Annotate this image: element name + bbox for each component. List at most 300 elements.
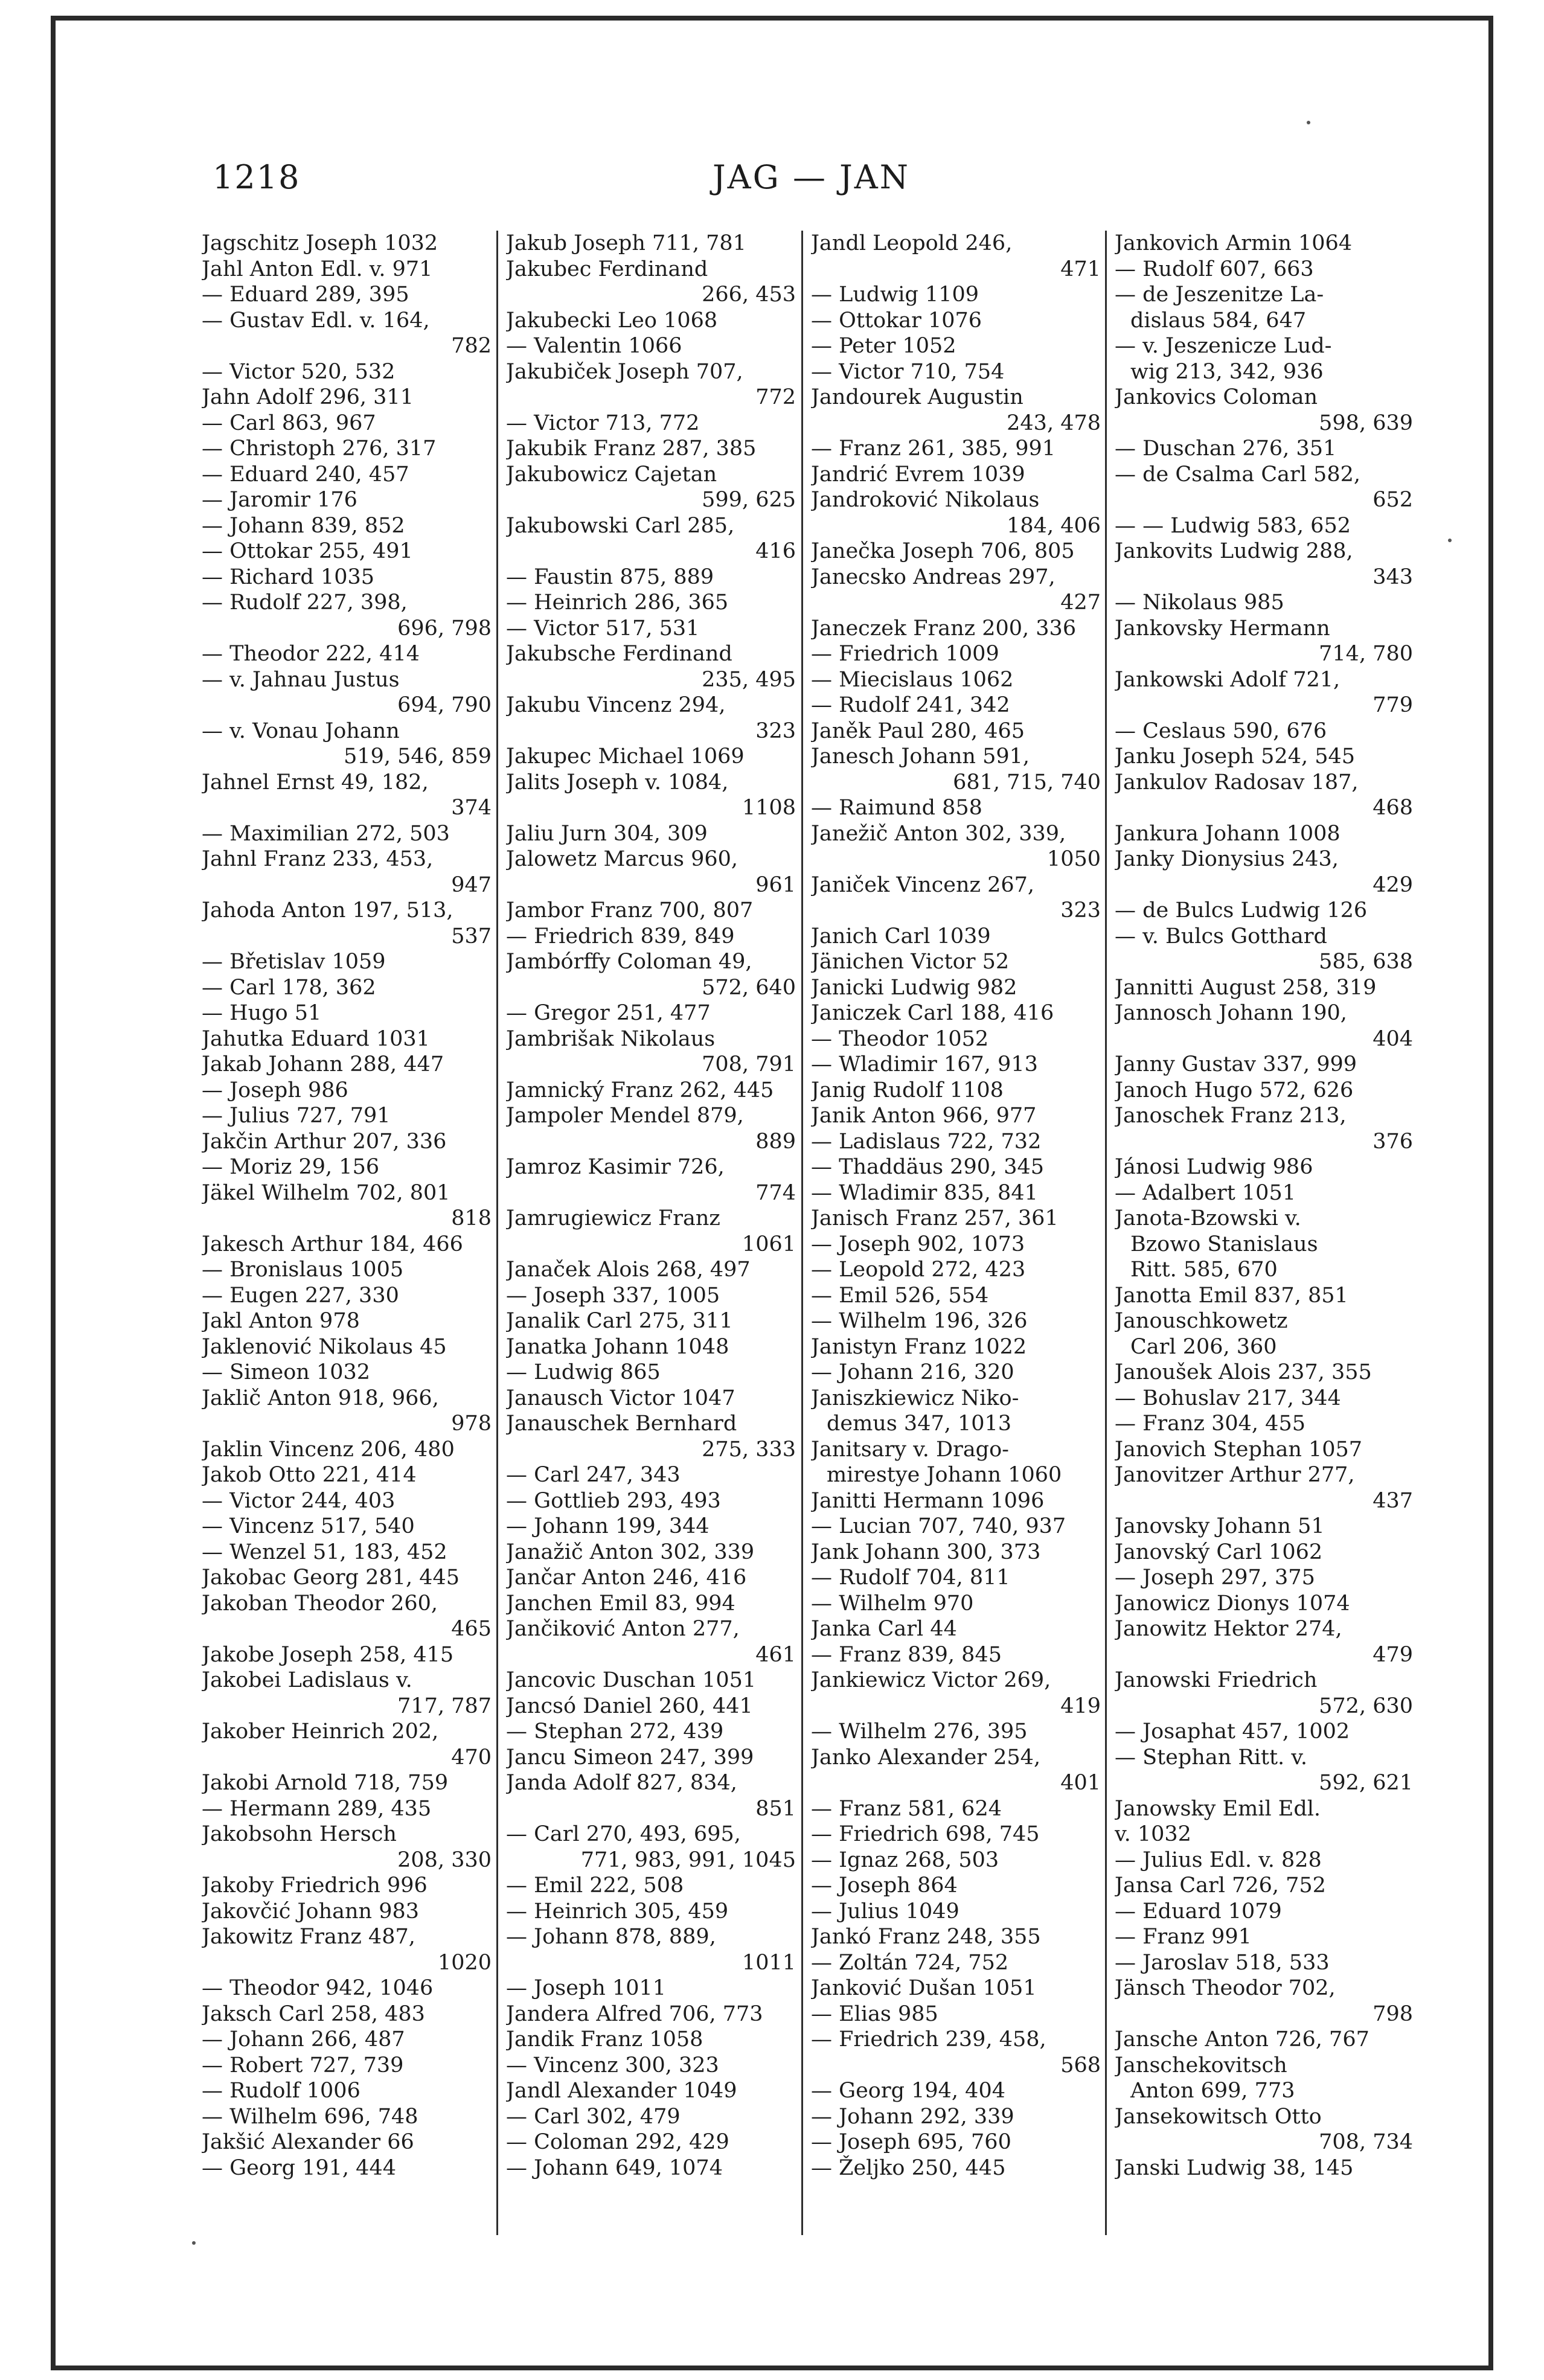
index-entry: — Carl 302, 479 xyxy=(506,2104,681,2129)
index-entry: Janky Dionysius 243, xyxy=(1115,847,1339,871)
paper-speck xyxy=(1307,121,1310,124)
index-continuation: 461 xyxy=(755,1642,796,1667)
index-entry: — Theodor 1052 xyxy=(811,1026,989,1051)
index-entry: Jamnický Franz 262, 445 xyxy=(506,1078,774,1102)
index-entry: — Christoph 276, 317 xyxy=(202,437,437,461)
index-entry: Jaklenović Nikolaus 45 xyxy=(202,1334,447,1359)
index-continuation: 568 xyxy=(1060,2053,1101,2078)
index-entry: — Eduard 240, 457 xyxy=(202,462,409,487)
index-entry: Janouschkowetz xyxy=(1115,1309,1288,1333)
index-entry: Jakubec Ferdinand xyxy=(506,257,708,281)
index-entry: Janitti Hermann 1096 xyxy=(811,1488,1045,1513)
index-entry: — Rudolf 227, 398, xyxy=(202,590,408,615)
index-entry: Jancsó Daniel 260, 441 xyxy=(506,1694,753,1718)
index-entry: — Johann 266, 487 xyxy=(202,2027,405,2052)
index-entry: Jakobac Georg 281, 445 xyxy=(202,1566,460,1590)
index-entry: — Theodor 222, 414 xyxy=(202,642,420,666)
index-entry: Jánosi Ludwig 986 xyxy=(1115,1155,1313,1179)
index-entry: — Coloman 292, 429 xyxy=(506,2130,729,2154)
index-entry: Jakobi Arnold 718, 759 xyxy=(202,1771,449,1795)
index-entry: — Julius 1049 xyxy=(811,1899,959,1924)
index-entry: Janka Carl 44 xyxy=(811,1617,957,1641)
index-entry: Jankovsky Hermann xyxy=(1115,616,1330,641)
index-continuation: 323 xyxy=(1060,898,1101,923)
index-continuation: 1011 xyxy=(742,1950,796,1975)
index-entry: Janežič Anton 302, 339, xyxy=(811,821,1066,846)
index-entry: Janesch Johann 591, xyxy=(811,744,1030,769)
index-entry: Jakob Otto 221, 414 xyxy=(202,1463,417,1487)
index-entry: Jandourek Augustin xyxy=(811,385,1023,409)
index-entry: Janotta Emil 837, 851 xyxy=(1115,1283,1348,1308)
index-continuation: 416 xyxy=(755,539,796,563)
index-entry: Janeczek Franz 200, 336 xyxy=(811,616,1077,641)
index-entry: Jankó Franz 248, 355 xyxy=(811,1925,1041,1949)
index-entry: Jaklin Vincenz 206, 480 xyxy=(202,1437,455,1462)
index-entry: dislaus 584, 647 xyxy=(1130,308,1307,333)
index-continuation: 537 xyxy=(451,924,492,948)
index-continuation: 598, 639 xyxy=(1319,411,1413,435)
index-continuation: 1020 xyxy=(437,1950,492,1975)
index-entry: Jakubowski Carl 285, xyxy=(506,513,735,538)
page-number: 1218 xyxy=(213,158,301,196)
index-entry: — v. Jahnau Justus xyxy=(202,667,400,692)
index-entry: — Robert 727, 739 xyxy=(202,2053,404,2078)
index-entry: Jankovich Armin 1064 xyxy=(1115,231,1353,255)
index-continuation: 374 xyxy=(451,796,492,820)
index-entry: Jankulov Radosav 187, xyxy=(1115,770,1359,795)
index-entry: Jandl Leopold 246, xyxy=(811,231,1013,255)
index-entry: — Emil 222, 508 xyxy=(506,1873,684,1898)
index-entry: Jancovic Duschan 1051 xyxy=(506,1668,757,1692)
index-entry: — Wilhelm 970 xyxy=(811,1591,974,1616)
index-entry: — Gottlieb 293, 493 xyxy=(506,1488,721,1513)
index-entry: Jakub Joseph 711, 781 xyxy=(506,231,746,255)
index-entry: Janowski Friedrich xyxy=(1115,1668,1318,1692)
index-entry: Janitsary v. Drago- xyxy=(811,1437,1009,1462)
index-entry: — Joseph 297, 375 xyxy=(1115,1566,1315,1590)
index-entry: — Ignaz 268, 503 xyxy=(811,1847,999,1872)
index-entry: Jandroković Nikolaus xyxy=(811,488,1040,512)
index-entry: Janiszkiewicz Niko- xyxy=(811,1386,1019,1410)
index-continuation: 243, 478 xyxy=(1007,411,1101,435)
index-entry: Jäkel Wilhelm 702, 801 xyxy=(202,1180,450,1205)
index-entry: — Wladimir 167, 913 xyxy=(811,1052,1038,1076)
index-entry: — Jaromir 176 xyxy=(202,488,357,512)
index-entry: Jakubu Vincenz 294, xyxy=(506,693,726,717)
index-entry: — Joseph 1011 xyxy=(506,1976,667,2000)
index-entry: — Eduard 1079 xyxy=(1115,1899,1282,1924)
index-entry: — Rudolf 241, 342 xyxy=(811,693,1010,717)
index-entry: Jahnl Franz 233, 453, xyxy=(202,847,434,871)
index-entry: Jalits Joseph v. 1084, xyxy=(506,770,729,795)
index-entry: Janku Joseph 524, 545 xyxy=(1115,744,1356,769)
index-entry: Janko Alexander 254, xyxy=(811,1745,1041,1770)
index-entry: — Joseph 986 xyxy=(202,1078,348,1102)
index-entry: Jakubowicz Cajetan xyxy=(506,462,717,487)
index-entry: Jakubsche Ferdinand xyxy=(506,642,732,666)
index-continuation: 427 xyxy=(1060,590,1101,615)
index-continuation: 851 xyxy=(755,1796,796,1821)
index-entry: — Maximilian 272, 503 xyxy=(202,821,450,846)
index-entry: — Franz 261, 385, 991 xyxy=(811,437,1056,461)
index-entry: — Faustin 875, 889 xyxy=(506,565,714,589)
index-entry: Jalowetz Marcus 960, xyxy=(506,847,738,871)
index-entry: Jakubik Franz 287, 385 xyxy=(506,437,757,461)
index-entry: — Wilhelm 196, 326 xyxy=(811,1309,1028,1333)
index-entry: Jahn Adolf 296, 311 xyxy=(202,385,414,409)
index-entry: Janski Ludwig 38, 145 xyxy=(1115,2155,1354,2180)
index-entry: — Jaroslav 518, 533 xyxy=(1115,1950,1330,1975)
index-entry: Jakesch Arthur 184, 466 xyxy=(202,1232,463,1256)
index-continuation: 708, 734 xyxy=(1319,2130,1413,2154)
index-continuation: 652 xyxy=(1373,488,1413,512)
index-entry: Jambor Franz 700, 807 xyxy=(506,898,754,923)
index-entry: — Ceslaus 590, 676 xyxy=(1115,718,1327,743)
index-entry: Jakupec Michael 1069 xyxy=(506,744,745,769)
index-entry: Jansekowitsch Otto xyxy=(1115,2104,1322,2129)
index-entry: — Victor 520, 532 xyxy=(202,359,396,384)
index-continuation: 266, 453 xyxy=(702,283,796,307)
index-entry: Janig Rudolf 1108 xyxy=(811,1078,1004,1102)
index-entry: — Zoltán 724, 752 xyxy=(811,1950,1009,1975)
index-entry: Ritt. 585, 670 xyxy=(1130,1258,1278,1282)
index-continuation: 779 xyxy=(1373,693,1413,717)
index-continuation: 771, 983, 991, 1045 xyxy=(580,1847,796,1872)
index-entry: — Simeon 1032 xyxy=(202,1360,371,1384)
index-entry: Janistyn Franz 1022 xyxy=(811,1334,1027,1359)
index-entry: — Johann 199, 344 xyxy=(506,1514,710,1538)
index-entry: — Victor 244, 403 xyxy=(202,1488,396,1513)
index-entry: — Johann 292, 339 xyxy=(811,2104,1014,2129)
index-entry: — Ladislaus 722, 732 xyxy=(811,1129,1042,1154)
index-entry: — Heinrich 305, 459 xyxy=(506,1899,729,1924)
index-entry: wig 213, 342, 936 xyxy=(1130,359,1324,384)
index-entry: Jamroz Kasimir 726, xyxy=(506,1155,725,1179)
index-entry: — Victor 517, 531 xyxy=(506,616,700,641)
index-entry: — Ludwig 1109 xyxy=(811,283,979,307)
index-entry: — de Jeszenitze La- xyxy=(1115,283,1324,307)
index-entry: — Franz 839, 845 xyxy=(811,1642,1002,1667)
index-entry: Janiček Vincenz 267, xyxy=(811,872,1035,897)
index-continuation: 592, 621 xyxy=(1319,1771,1413,1795)
index-entry: — Rudolf 1006 xyxy=(202,2079,360,2103)
index-entry: Jampoler Mendel 879, xyxy=(506,1104,744,1128)
index-entry: Janatka Johann 1048 xyxy=(506,1334,729,1359)
index-entry: — Hermann 289, 435 xyxy=(202,1796,432,1821)
paper-speck xyxy=(1448,539,1452,542)
index-entry: — Gregor 251, 477 xyxy=(506,1001,711,1025)
index-entry: — Wilhelm 696, 748 xyxy=(202,2104,418,2129)
index-entry: Carl 206, 360 xyxy=(1130,1334,1277,1359)
index-entry: Jakšić Alexander 66 xyxy=(202,2130,414,2154)
index-column-4 xyxy=(1115,231,1413,2235)
index-entry: — de Bulcs Ludwig 126 xyxy=(1115,898,1368,923)
index-entry: — Leopold 272, 423 xyxy=(811,1258,1026,1282)
column-rule xyxy=(801,231,803,2235)
index-entry: demus 347, 1013 xyxy=(827,1412,1012,1436)
index-entry: Jagschitz Joseph 1032 xyxy=(202,231,438,255)
index-entry: — Gustav Edl. v. 164, xyxy=(202,308,430,333)
index-continuation: 519, 546, 859 xyxy=(344,744,492,769)
index-continuation: 585, 638 xyxy=(1319,950,1413,974)
index-entry: — Georg 194, 404 xyxy=(811,2079,1005,2103)
index-continuation: 717, 787 xyxy=(397,1694,492,1718)
index-entry: — Carl 247, 343 xyxy=(506,1463,681,1487)
index-entry: Jakowitz Franz 487, xyxy=(202,1925,415,1949)
index-entry: — Joseph 864 xyxy=(811,1873,958,1898)
index-entry: — Wladimir 835, 841 xyxy=(811,1180,1038,1205)
index-entry: Janauschek Bernhard xyxy=(506,1412,737,1436)
column-rule xyxy=(1105,231,1107,2235)
index-continuation: 798 xyxy=(1373,2001,1413,2026)
index-continuation: 235, 495 xyxy=(702,667,796,692)
index-continuation: 376 xyxy=(1373,1129,1413,1154)
index-entry: — — Ludwig 583, 652 xyxy=(1115,513,1351,538)
index-continuation: 404 xyxy=(1373,1026,1413,1051)
index-entry: Jahl Anton Edl. v. 971 xyxy=(202,257,433,281)
index-entry: — Eugen 227, 330 xyxy=(202,1283,399,1308)
index-entry: — Vincenz 300, 323 xyxy=(506,2053,719,2078)
index-entry: — Moriz 29, 156 xyxy=(202,1155,380,1179)
index-continuation: 429 xyxy=(1373,872,1413,897)
index-entry: Jakab Johann 288, 447 xyxy=(202,1052,444,1076)
index-entry: — Victor 713, 772 xyxy=(506,411,700,435)
index-entry: Jakčin Arthur 207, 336 xyxy=(202,1129,447,1154)
index-entry: Jakobsohn Hersch xyxy=(202,1822,397,1846)
index-entry: — Joseph 337, 1005 xyxy=(506,1283,720,1308)
index-entry: — Julius Edl. v. 828 xyxy=(1115,1847,1322,1872)
index-entry: — Richard 1035 xyxy=(202,565,375,589)
index-entry: Janota-Bzowski v. xyxy=(1115,1206,1301,1230)
index-entry: — Carl 863, 967 xyxy=(202,411,376,435)
index-entry: Jambórffy Coloman 49, xyxy=(506,950,752,974)
index-entry: — Friedrich 698, 745 xyxy=(811,1822,1040,1846)
index-entry: Jambrišak Nikolaus xyxy=(506,1026,716,1051)
index-entry: Janecsko Andreas 297, xyxy=(811,565,1055,589)
index-entry: — Franz 304, 455 xyxy=(1115,1412,1305,1436)
index-entry: — Johann 839, 852 xyxy=(202,513,405,538)
index-entry: — Julius 727, 791 xyxy=(202,1104,391,1128)
index-entry: — Wenzel 51, 183, 452 xyxy=(202,1540,447,1564)
index-continuation: 708, 791 xyxy=(702,1052,796,1076)
index-entry: Janicki Ludwig 982 xyxy=(811,975,1017,1000)
index-entry: Janovitzer Arthur 277, xyxy=(1115,1463,1355,1487)
index-continuation: 470 xyxy=(451,1745,492,1770)
running-head: JAG — JAN xyxy=(713,158,911,196)
index-entry: Jansa Carl 726, 752 xyxy=(1115,1873,1326,1898)
index-column-2 xyxy=(506,231,796,2235)
index-entry: Janovich Stephan 1057 xyxy=(1115,1437,1363,1462)
index-continuation: 401 xyxy=(1060,1771,1101,1795)
index-entry: — Peter 1052 xyxy=(811,334,956,358)
index-entry: — de Csalma Carl 582, xyxy=(1115,462,1360,487)
index-continuation: 323 xyxy=(755,718,796,743)
index-entry: Janisch Franz 257, 361 xyxy=(811,1206,1059,1230)
index-continuation: 889 xyxy=(755,1129,796,1154)
index-entry: Janny Gustav 337, 999 xyxy=(1115,1052,1357,1076)
index-entry: Janiczek Carl 188, 416 xyxy=(811,1001,1054,1025)
index-entry: — Johann 878, 889, xyxy=(506,1925,716,1949)
index-entry: Jankovits Ludwig 288, xyxy=(1115,539,1353,563)
index-continuation: 961 xyxy=(755,872,796,897)
index-entry: — Joseph 695, 760 xyxy=(811,2130,1011,2154)
index-entry: Janoušek Alois 237, 355 xyxy=(1115,1360,1372,1384)
index-continuation: 479 xyxy=(1373,1642,1413,1667)
index-continuation: 782 xyxy=(451,334,492,358)
index-entry: — Rudolf 704, 811 xyxy=(811,1566,1010,1590)
index-entry: Jandik Franz 1058 xyxy=(506,2027,703,2052)
index-entry: Janković Dušan 1051 xyxy=(811,1976,1037,2000)
index-entry: Jahoda Anton 197, 513, xyxy=(202,898,453,923)
index-entry: — v. Bulcs Gotthard xyxy=(1115,924,1327,948)
index-entry: Jaksch Carl 258, 483 xyxy=(202,2001,425,2026)
index-entry: — Duschan 276, 351 xyxy=(1115,437,1337,461)
index-entry: — Raimund 858 xyxy=(811,796,982,820)
index-entry: Janausch Victor 1047 xyxy=(506,1386,735,1410)
index-entry: — Miecislaus 1062 xyxy=(811,667,1014,692)
index-entry: — Adalbert 1051 xyxy=(1115,1180,1296,1205)
index-continuation: 599, 625 xyxy=(702,488,796,512)
index-entry: Jank Johann 300, 373 xyxy=(811,1540,1041,1564)
index-entry: — Elias 985 xyxy=(811,2001,938,2026)
index-entry: — Stephan Ritt. v. xyxy=(1115,1745,1308,1770)
index-entry: — Heinrich 286, 365 xyxy=(506,590,729,615)
index-entry: Jakovčić Johann 983 xyxy=(202,1899,419,1924)
index-entry: — Thaddäus 290, 345 xyxy=(811,1155,1045,1179)
index-entry: — Bohuslav 217, 344 xyxy=(1115,1386,1341,1410)
index-entry: — Victor 710, 754 xyxy=(811,359,1005,384)
index-entry: — Joseph 902, 1073 xyxy=(811,1232,1025,1256)
index-entry: — Hugo 51 xyxy=(202,1001,322,1025)
index-continuation: 1108 xyxy=(742,796,796,820)
index-entry: Janalik Carl 275, 311 xyxy=(506,1309,733,1333)
index-continuation: 419 xyxy=(1060,1694,1101,1718)
index-entry: — Emil 526, 554 xyxy=(811,1283,989,1308)
index-entry: Jaklič Anton 918, 966, xyxy=(202,1386,439,1410)
index-entry: — Ludwig 865 xyxy=(506,1360,661,1384)
index-continuation: 208, 330 xyxy=(397,1847,492,1872)
index-entry: Jančar Anton 246, 416 xyxy=(506,1566,747,1590)
index-entry: — Valentin 1066 xyxy=(506,334,682,358)
index-entry: — Željko 250, 445 xyxy=(811,2155,1006,2180)
index-entry: Jančiković Anton 277, xyxy=(506,1617,740,1641)
index-entry: Janowicz Dionys 1074 xyxy=(1115,1591,1350,1616)
index-entry: Janchen Emil 83, 994 xyxy=(506,1591,735,1616)
index-entry: Anton 699, 773 xyxy=(1130,2079,1295,2103)
index-entry: — Lucian 707, 740, 937 xyxy=(811,1514,1066,1538)
index-continuation: 681, 715, 740 xyxy=(953,770,1101,795)
index-entry: Jandrić Evrem 1039 xyxy=(811,462,1025,487)
index-entry: — Vincenz 517, 540 xyxy=(202,1514,415,1538)
index-entry: — Franz 581, 624 xyxy=(811,1796,1002,1821)
index-entry: Jankiewicz Victor 269, xyxy=(811,1668,1051,1692)
index-continuation: 572, 630 xyxy=(1319,1694,1413,1718)
index-entry: v. 1032 xyxy=(1115,1822,1191,1846)
index-entry: Jänsch Theodor 702, xyxy=(1115,1976,1336,2000)
index-entry: Jakubecki Leo 1068 xyxy=(506,308,718,333)
index-entry: — Theodor 942, 1046 xyxy=(202,1976,434,2000)
index-column-1 xyxy=(202,231,492,2235)
index-entry: Jakober Heinrich 202, xyxy=(202,1719,439,1744)
index-entry: — Břetislav 1059 xyxy=(202,950,386,974)
index-continuation: 774 xyxy=(755,1180,796,1205)
index-entry: Jankovics Coloman xyxy=(1115,385,1318,409)
index-continuation: 343 xyxy=(1373,565,1413,589)
index-entry: — Bronislaus 1005 xyxy=(202,1258,404,1282)
index-entry: Janowitz Hektor 274, xyxy=(1115,1617,1342,1641)
index-entry: Jakobe Joseph 258, 415 xyxy=(202,1642,454,1667)
index-entry: Janovský Carl 1062 xyxy=(1115,1540,1323,1564)
index-entry: Janda Adolf 827, 834, xyxy=(506,1771,737,1795)
index-continuation: 465 xyxy=(451,1617,492,1641)
index-entry: Jannosch Johann 190, xyxy=(1115,1001,1347,1025)
index-entry: Janik Anton 966, 977 xyxy=(811,1104,1037,1128)
index-continuation: 184, 406 xyxy=(1007,513,1101,538)
index-continuation: 437 xyxy=(1373,1488,1413,1513)
index-entry: Bzowo Stanislaus xyxy=(1130,1232,1318,1256)
index-entry: Jaliu Jurn 304, 309 xyxy=(506,821,708,846)
index-entry: Jancu Simeon 247, 399 xyxy=(506,1745,754,1770)
index-entry: Jandera Alfred 706, 773 xyxy=(506,2001,763,2026)
index-continuation: 1050 xyxy=(1046,847,1101,871)
index-entry: Janich Carl 1039 xyxy=(811,924,991,948)
index-entry: — Friedrich 1009 xyxy=(811,642,999,666)
index-entry: — Georg 191, 444 xyxy=(202,2155,396,2180)
index-entry: Janažič Anton 302, 339 xyxy=(506,1540,755,1564)
index-continuation: 714, 780 xyxy=(1319,642,1413,666)
index-entry: — Wilhelm 276, 395 xyxy=(811,1719,1028,1744)
index-entry: Janěk Paul 280, 465 xyxy=(811,718,1025,743)
column-rule xyxy=(496,231,498,2235)
index-entry: Jansche Anton 726, 767 xyxy=(1115,2027,1369,2052)
index-entry: Jakoby Friedrich 996 xyxy=(202,1873,428,1898)
index-entry: — v. Vonau Johann xyxy=(202,718,400,743)
index-entry: — Eduard 289, 395 xyxy=(202,283,409,307)
index-entry: — Ottokar 255, 491 xyxy=(202,539,413,563)
index-entry: Jakobei Ladislaus v. xyxy=(202,1668,412,1692)
index-continuation: 947 xyxy=(451,872,492,897)
index-entry: Janowsky Emil Edl. xyxy=(1115,1796,1321,1821)
index-entry: — Josaphat 457, 1002 xyxy=(1115,1719,1350,1744)
index-continuation: 696, 798 xyxy=(397,616,492,641)
index-entry: Janaček Alois 268, 497 xyxy=(506,1258,751,1282)
index-entry: — Friedrich 839, 849 xyxy=(506,924,735,948)
index-continuation: 818 xyxy=(451,1206,492,1230)
index-entry: Jandl Alexander 1049 xyxy=(506,2079,737,2103)
index-continuation: 772 xyxy=(755,385,796,409)
index-continuation: 468 xyxy=(1373,796,1413,820)
index-continuation: 1061 xyxy=(742,1232,796,1256)
paper-speck xyxy=(192,2241,196,2245)
index-entry: Jakl Anton 978 xyxy=(202,1309,360,1333)
index-entry: — Ottokar 1076 xyxy=(811,308,982,333)
index-entry: Jahutka Eduard 1031 xyxy=(202,1026,430,1051)
index-entry: Jankura Johann 1008 xyxy=(1115,821,1341,846)
index-entry: Jankowski Adolf 721, xyxy=(1115,667,1341,692)
index-continuation: 978 xyxy=(451,1412,492,1436)
index-entry: Jakoban Theodor 260, xyxy=(202,1591,438,1616)
index-entry: Jänichen Victor 52 xyxy=(811,950,1010,974)
index-entry: Janovsky Johann 51 xyxy=(1115,1514,1325,1538)
index-entry: Janschekovitsch xyxy=(1115,2053,1287,2078)
index-entry: Janečka Joseph 706, 805 xyxy=(811,539,1075,563)
index-continuation: 572, 640 xyxy=(702,975,796,1000)
index-entry: — Franz 991 xyxy=(1115,1925,1252,1949)
index-entry: Janoch Hugo 572, 626 xyxy=(1115,1078,1354,1102)
index-entry: — Carl 178, 362 xyxy=(202,975,376,1000)
index-column-3 xyxy=(811,231,1101,2235)
index-entry: — Friedrich 239, 458, xyxy=(811,2027,1046,2052)
